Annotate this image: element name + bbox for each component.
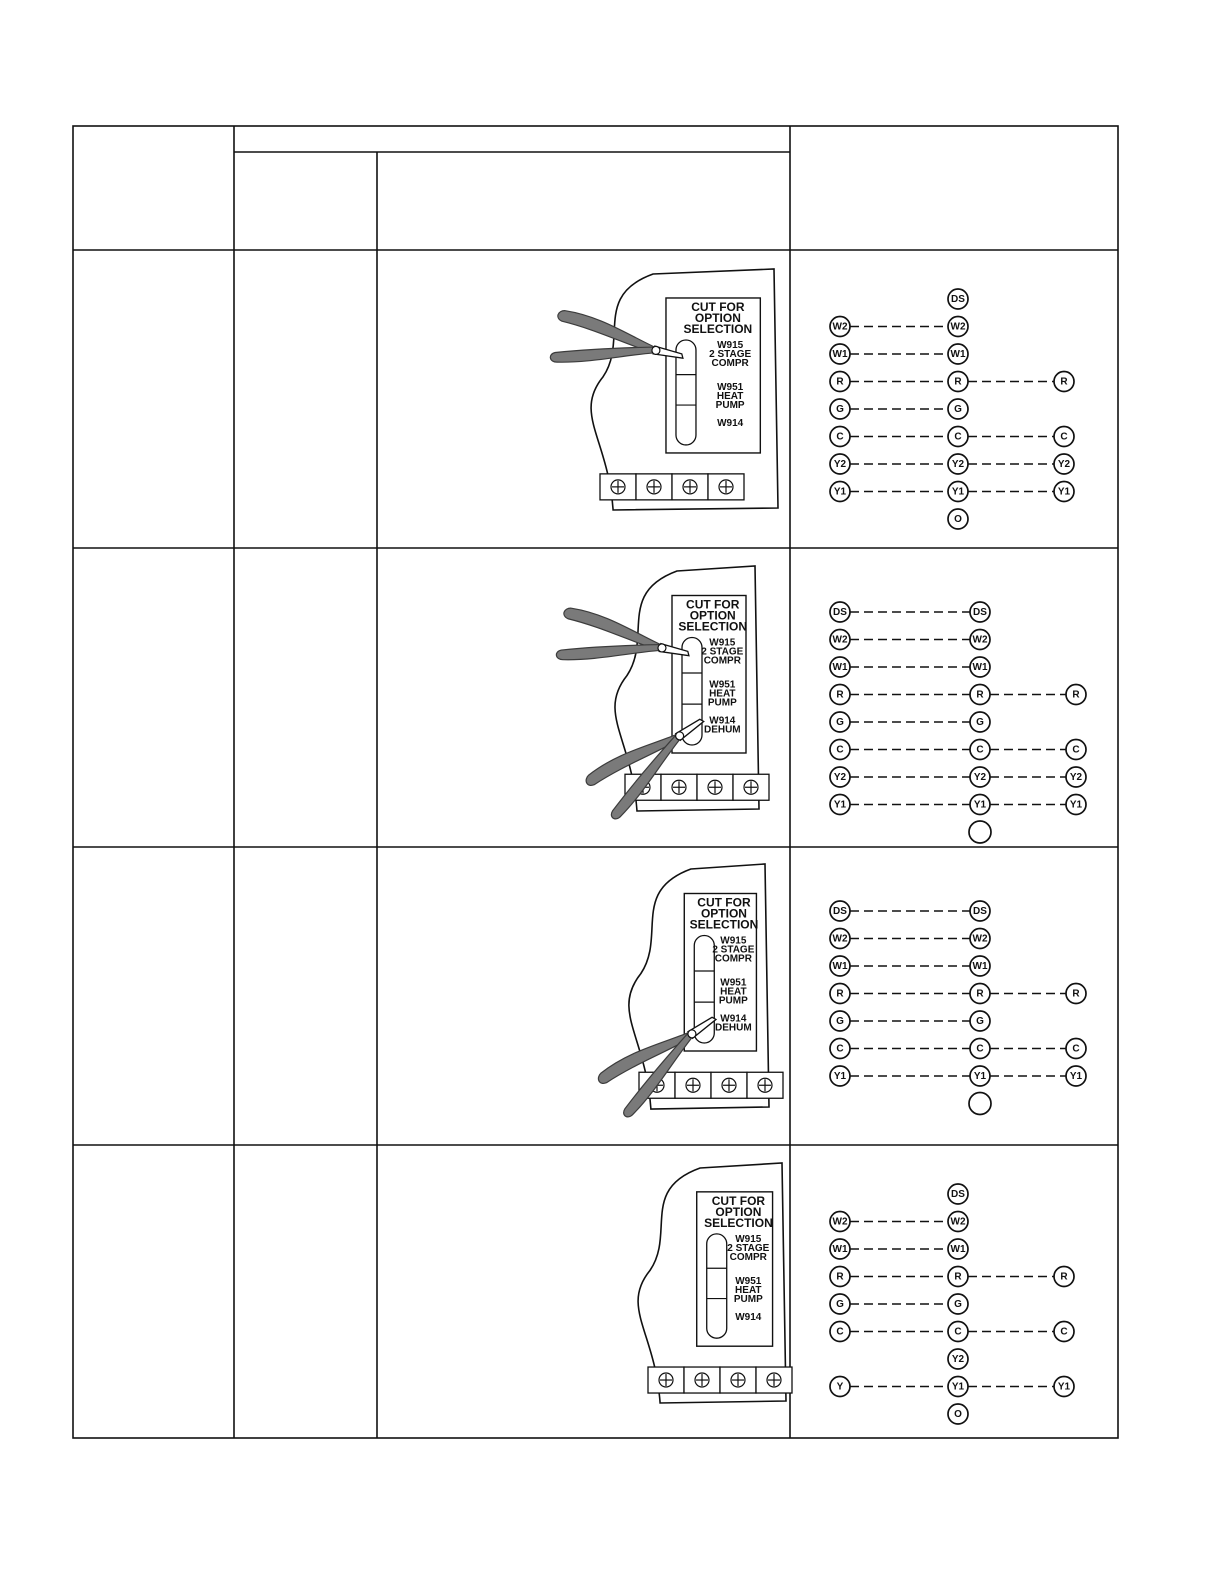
terminal-screw — [747, 1072, 783, 1098]
control-board-drawing — [585, 1160, 790, 1405]
svg-text:R: R — [1072, 988, 1080, 1000]
terminal-w1-l — [830, 344, 850, 364]
svg-text:W1: W1 — [950, 1244, 966, 1255]
label-heat: HEAT — [716, 390, 744, 402]
terminal-r-r — [1054, 372, 1074, 392]
terminal-o-m — [948, 509, 968, 529]
svg-text:W1: W1 — [950, 349, 966, 360]
svg-text:Y1: Y1 — [1057, 1381, 1071, 1393]
terminal-y2-m — [948, 1349, 968, 1369]
terminal-w1-l — [830, 657, 850, 677]
terminal-y1-r — [1054, 1377, 1074, 1397]
svg-text:R: R — [1060, 376, 1068, 388]
svg-text:W1: W1 — [832, 961, 848, 972]
terminal-o-m — [948, 1404, 968, 1424]
label-dehum: DEHUM — [715, 1022, 752, 1034]
label-compr: COMPR — [711, 357, 749, 369]
terminal-c-l — [830, 740, 850, 760]
label-heat: HEAT — [720, 986, 747, 998]
terminal-w1-m — [970, 657, 990, 677]
terminal-y2-r — [1054, 454, 1074, 474]
svg-text:O: O — [954, 1409, 962, 1420]
label-pump: PUMP — [707, 697, 737, 709]
terminal-c-r — [1066, 1039, 1086, 1059]
terminal-w2-m — [970, 929, 990, 949]
svg-text:Y1: Y1 — [1057, 486, 1071, 498]
svg-text:O: O — [954, 514, 962, 525]
terminal-r-m — [970, 984, 990, 1004]
terminal-c-l — [830, 1322, 850, 1342]
terminal-y1-l — [830, 482, 850, 502]
terminal-y1-r — [1054, 482, 1074, 502]
label-pump: PUMP — [715, 399, 745, 411]
label-w951: W951 — [709, 679, 736, 691]
control-board-figure — [527, 266, 782, 512]
terminal-g-l — [830, 712, 850, 732]
terminal-y1-r — [1066, 1066, 1086, 1086]
label-dehum: DEHUM — [703, 724, 741, 736]
svg-text:Y2: Y2 — [951, 459, 965, 470]
svg-text:Y1: Y1 — [973, 1071, 987, 1082]
svg-text:C: C — [1060, 1326, 1068, 1338]
terminal-o-m — [969, 821, 991, 843]
svg-text:G: G — [836, 1299, 844, 1310]
svg-text:R: R — [836, 689, 844, 701]
svg-text:Y1: Y1 — [973, 799, 987, 811]
svg-text:W2: W2 — [950, 1216, 966, 1228]
svg-text:DS: DS — [833, 607, 847, 618]
terminal-r-l — [830, 685, 850, 705]
label-w914: W914 — [735, 1311, 762, 1323]
wiring-diagram — [810, 285, 1110, 535]
terminal-ds-l — [830, 901, 850, 921]
terminal-screw — [711, 1072, 747, 1098]
svg-text:R: R — [954, 1271, 962, 1283]
label-option: OPTION — [700, 906, 747, 921]
terminal-w1-m — [970, 956, 990, 976]
svg-text:Y: Y — [836, 1381, 844, 1393]
terminal-y2-l — [830, 767, 850, 787]
label-2-stage: 2 STAGE — [709, 348, 752, 360]
svg-text:G: G — [954, 1299, 962, 1310]
terminal-c-r — [1066, 740, 1086, 760]
terminal-w2-l — [830, 317, 850, 337]
svg-text:R: R — [836, 376, 844, 388]
terminal-g-m — [948, 1294, 968, 1314]
svg-text:W2: W2 — [832, 933, 848, 945]
terminal-w2-l — [830, 929, 850, 949]
svg-text:Y2: Y2 — [1069, 772, 1083, 783]
svg-text:W1: W1 — [832, 662, 848, 673]
control-board-figure — [563, 563, 763, 813]
terminal-w1-l — [830, 1239, 850, 1259]
label-w915: W915 — [709, 637, 736, 649]
terminal-ds-m — [948, 1184, 968, 1204]
svg-text:C: C — [976, 744, 984, 756]
terminal-ds-l — [830, 602, 850, 622]
label-cut-for: CUT FOR — [711, 1193, 766, 1208]
terminal-y2-m — [970, 767, 990, 787]
svg-text:Y1: Y1 — [833, 1071, 847, 1082]
terminal-g-m — [970, 712, 990, 732]
svg-text:Y1: Y1 — [1069, 1071, 1083, 1082]
label-cut-for: CUT FOR — [686, 597, 740, 612]
terminal-y1-m — [970, 795, 990, 815]
svg-text:W1: W1 — [832, 349, 848, 360]
terminal-screw — [697, 774, 733, 800]
svg-text:W1: W1 — [972, 961, 988, 972]
svg-text:DS: DS — [973, 607, 987, 618]
control-board-drawing — [563, 563, 763, 813]
terminal-w1-m — [948, 344, 968, 364]
wiring-diagram-drawing — [810, 1180, 1110, 1442]
label-w951: W951 — [720, 977, 747, 989]
terminal-r-r — [1054, 1267, 1074, 1287]
svg-text:C: C — [836, 431, 844, 443]
svg-text:W2: W2 — [832, 321, 848, 333]
svg-text:R: R — [1060, 1271, 1068, 1283]
control-board-drawing — [527, 266, 782, 512]
terminal-screw — [675, 1072, 711, 1098]
svg-text:G: G — [836, 404, 844, 415]
label-pump: PUMP — [718, 995, 748, 1007]
terminal-r-m — [948, 372, 968, 392]
terminal-g-l — [830, 1011, 850, 1031]
label-option: OPTION — [689, 608, 736, 623]
label-w914: W914 — [709, 715, 736, 727]
svg-text:C: C — [836, 744, 844, 756]
terminal-screw — [720, 1367, 756, 1393]
terminal-r-r — [1066, 984, 1086, 1004]
terminal-ds-m — [970, 901, 990, 921]
label-2-stage: 2 STAGE — [712, 944, 755, 956]
label-2-stage: 2 STAGE — [701, 646, 744, 658]
label-w914: W914 — [717, 417, 744, 429]
svg-text:W1: W1 — [832, 1244, 848, 1255]
terminal-ds-m — [970, 602, 990, 622]
label-option: OPTION — [694, 310, 741, 325]
terminal-r-r — [1066, 685, 1086, 705]
terminal-c-m — [948, 1322, 968, 1342]
terminal-y1-m — [970, 1066, 990, 1086]
terminal-r-m — [970, 685, 990, 705]
label-pump: PUMP — [733, 1293, 763, 1305]
label-cut-for: CUT FOR — [697, 895, 751, 910]
label-w915: W915 — [720, 935, 747, 947]
terminal-ds-m — [948, 289, 968, 309]
svg-text:R: R — [836, 988, 844, 1000]
wiring-diagram-drawing — [810, 598, 1110, 860]
terminal-y1-l — [830, 795, 850, 815]
svg-text:G: G — [836, 717, 844, 728]
svg-text:C: C — [836, 1043, 844, 1055]
terminal-c-l — [830, 1039, 850, 1059]
terminal-r-m — [948, 1267, 968, 1287]
svg-text:W2: W2 — [832, 1216, 848, 1228]
terminal-screw — [636, 474, 672, 500]
svg-text:DS: DS — [833, 906, 847, 917]
terminal-r-l — [830, 984, 850, 1004]
svg-text:G: G — [976, 717, 984, 728]
terminal-screw — [733, 774, 769, 800]
terminal-screw — [600, 474, 636, 500]
label-w915: W915 — [735, 1233, 762, 1245]
svg-text:R: R — [1072, 689, 1080, 701]
terminal-r-l — [830, 1267, 850, 1287]
terminal-c-l — [830, 427, 850, 447]
svg-text:C: C — [1060, 431, 1068, 443]
svg-text:C: C — [954, 1326, 962, 1338]
terminal-g-l — [830, 1294, 850, 1314]
terminal-g-m — [970, 1011, 990, 1031]
terminal-y1-m — [948, 482, 968, 502]
label-selection: SELECTION — [683, 321, 753, 336]
terminal-r-l — [830, 372, 850, 392]
label-option: OPTION — [715, 1204, 762, 1219]
svg-text:DS: DS — [951, 1189, 965, 1200]
terminal-screw — [648, 1367, 684, 1393]
svg-text:W2: W2 — [972, 933, 988, 945]
svg-text:R: R — [976, 689, 984, 701]
terminal-y2-r — [1066, 767, 1086, 787]
wiring-diagram-drawing — [810, 285, 1110, 547]
svg-text:Y1: Y1 — [951, 1381, 965, 1393]
terminal-screw — [756, 1367, 792, 1393]
svg-text:G: G — [954, 404, 962, 415]
label-w914: W914 — [720, 1013, 747, 1025]
label-selection: SELECTION — [678, 619, 748, 634]
terminal-screw — [708, 474, 744, 500]
svg-text:R: R — [954, 376, 962, 388]
terminal-c-r — [1054, 427, 1074, 447]
terminal-w2-l — [830, 630, 850, 650]
svg-text:W2: W2 — [950, 321, 966, 333]
label-heat: HEAT — [709, 688, 736, 700]
terminal-y-l — [830, 1377, 850, 1397]
label-compr: COMPR — [714, 953, 752, 965]
svg-text:Y1: Y1 — [951, 486, 965, 498]
svg-text:C: C — [954, 431, 962, 443]
svg-text:C: C — [976, 1043, 984, 1055]
terminal-y2-l — [830, 454, 850, 474]
terminal-c-r — [1054, 1322, 1074, 1342]
svg-text:W1: W1 — [972, 662, 988, 673]
svg-text:C: C — [1072, 744, 1080, 756]
terminal-screw — [661, 774, 697, 800]
terminal-c-m — [948, 427, 968, 447]
svg-text:DS: DS — [973, 906, 987, 917]
control-board-figure — [585, 1160, 790, 1405]
svg-text:C: C — [836, 1326, 844, 1338]
label-w951: W951 — [717, 381, 744, 393]
terminal-y1-r — [1066, 795, 1086, 815]
terminal-w1-l — [830, 956, 850, 976]
label-w951: W951 — [735, 1275, 762, 1287]
wiring-diagram — [810, 897, 1110, 1122]
terminal-y1-m — [948, 1377, 968, 1397]
svg-text:G: G — [836, 1016, 844, 1027]
svg-text:Y2: Y2 — [973, 772, 987, 783]
svg-text:Y2: Y2 — [1057, 459, 1071, 470]
control-board-figure — [578, 861, 773, 1111]
svg-text:C: C — [1072, 1043, 1080, 1055]
label-compr: COMPR — [729, 1251, 767, 1263]
terminal-w2-m — [948, 317, 968, 337]
svg-text:Y2: Y2 — [833, 772, 847, 783]
terminal-screw — [684, 1367, 720, 1393]
terminal-g-m — [948, 399, 968, 419]
terminal-y1-l — [830, 1066, 850, 1086]
svg-text:W2: W2 — [832, 634, 848, 646]
svg-text:G: G — [976, 1016, 984, 1027]
terminal-w2-l — [830, 1212, 850, 1232]
terminal-w1-m — [948, 1239, 968, 1259]
svg-text:DS: DS — [951, 294, 965, 305]
control-board-drawing — [578, 861, 773, 1111]
label-selection: SELECTION — [704, 1215, 773, 1230]
svg-text:Y1: Y1 — [833, 486, 847, 498]
label-selection: SELECTION — [689, 917, 759, 932]
svg-text:W2: W2 — [972, 634, 988, 646]
wiring-diagram-drawing — [810, 897, 1110, 1131]
svg-text:Y2: Y2 — [951, 1354, 965, 1365]
terminal-w2-m — [970, 630, 990, 650]
terminal-screw — [672, 474, 708, 500]
terminal-o-m — [969, 1093, 991, 1115]
svg-text:R: R — [836, 1271, 844, 1283]
label-w915: W915 — [717, 339, 744, 351]
terminal-g-l — [830, 399, 850, 419]
svg-text:R: R — [976, 988, 984, 1000]
label-compr: COMPR — [703, 655, 741, 667]
terminal-c-m — [970, 1039, 990, 1059]
label-heat: HEAT — [735, 1284, 762, 1296]
label-2-stage: 2 STAGE — [727, 1242, 770, 1254]
terminal-y2-m — [948, 454, 968, 474]
svg-text:Y1: Y1 — [1069, 799, 1083, 811]
label-cut-for: CUT FOR — [691, 299, 745, 314]
wiring-diagram — [810, 598, 1110, 838]
wiring-diagram — [810, 1180, 1110, 1430]
terminal-c-m — [970, 740, 990, 760]
svg-text:Y2: Y2 — [833, 459, 847, 470]
svg-text:Y1: Y1 — [833, 799, 847, 811]
terminal-w2-m — [948, 1212, 968, 1232]
